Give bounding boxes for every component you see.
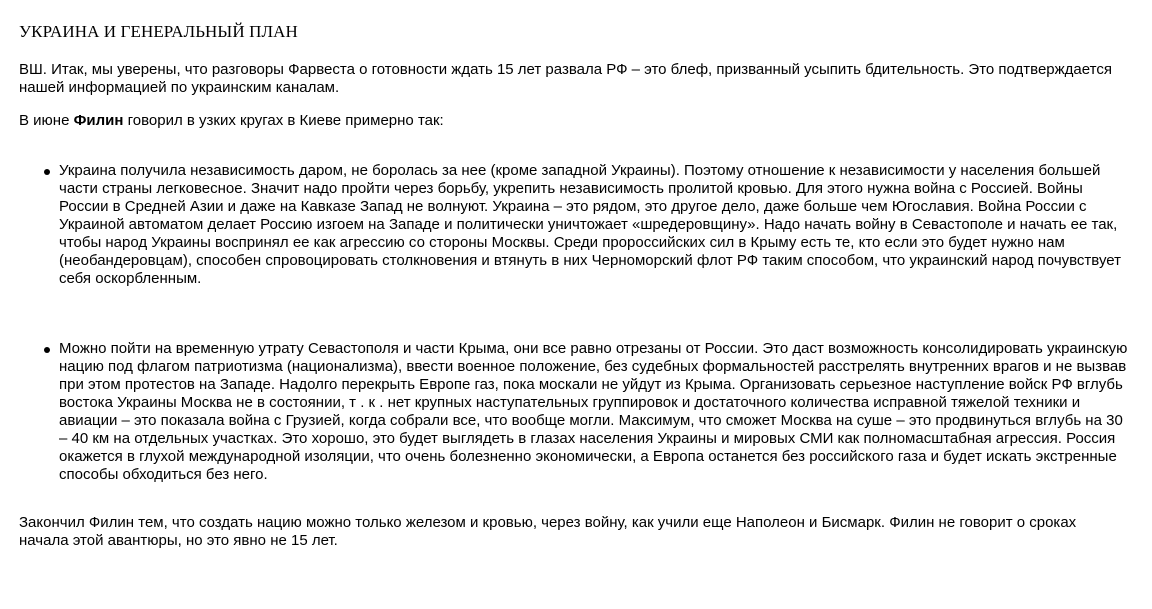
document-title: УКРАИНА И ГЕНЕРАЛЬНЫЙ ПЛАН: [19, 22, 298, 41]
context-paragraph: [19, 112, 1129, 130]
list-item-text: Можно пойти на временную утрату Севастополя и части Крыма, они все равно отрезаны от России. Это даст возможность консолидировать украинскую нацию под флагом патриотизма (национализма), ввести военное положение, без судебных формальностей расстрелять внутренних врагов и не вызвав при этом протестов на Западе. Надолго перекрыть Европе газ, пока москали не уйдут из Крыма. Организовать серьезное наступление войск РФ вглубь востока Украины Москва не в состоянии, т . к . нет крупных наступательных группировок и достаточного количества исправной тяжелой техники и авиации – это показала война с Грузией, когда собрали все, что вообще могли. Максимум, что сможет Москва на суше – это продвинуться вглубь на 30 – 40 км на отдельных участках. Это хорошо, это будет выглядеть в глазах населения Украины и мировых СМИ как полномасштабная агрессия. Россия окажется в глухой международной изоляции, что очень болезненно экономически, а Европа останется без российского газа и будет искать экстренные способы обходиться без него.: [59, 340, 1128, 483]
context-text-start: В июне: [19, 112, 74, 129]
context-text-end: говорил в узких кругах в Киеве примерно так:: [123, 112, 444, 129]
bullet-marker-icon: [44, 347, 50, 353]
document-page: [19, 22, 1129, 550]
conclusion-paragraph: Закончил Филин тем, что создать нацию можно только железом и кровью, через войну, как учили еще Наполеон и Бисмарк. Филин не говорит о сроках начала этой авантюры, но это явно не 15 лет.: [19, 514, 1077, 549]
list-item: [19, 162, 1129, 288]
bullet-marker-icon: [44, 169, 50, 175]
list-item: [19, 340, 1129, 484]
list-item-text: Украина получила независимость даром, не боролась за нее (кроме западной Украины). Поэтому отношение к независимости у населения большей части страны легковесное. Значит надо пройти через борьбу, укрепить независимость пролитой кровью. Для этого нужна война с Россией. Войны России в Средней Азии и даже на Кавказе Запад не волнуют. Украина – это рядом, это другое дело, даже больше чем Югославия. Война России с Украиной автоматом делает Россию изгоем на Западе и политически уничтожает «шредеровщину». Надо начать войну в Севастополе и начать ее так, чтобы народ Украины воспринял ее как агрессию со стороны Москвы. Среди пророссийских сил в Крыму есть те, кто если это будет нужно нам (необандеровцам), способен спровоцировать столкновения и втянуть в них Черноморский флот РФ таким способом, что украинский народ почувствует себя оскорбленным.: [59, 162, 1121, 287]
bullet-list: [19, 162, 1129, 484]
intro-paragraph: ВШ. Итак, мы уверены, что разговоры Фарвеста о готовности ждать 15 лет развала РФ – это блеф, призванный усыпить бдительность. Это подтверждается нашей информацией по украинским каналам.: [19, 61, 1112, 96]
context-name-bold: Филин: [73, 112, 124, 129]
